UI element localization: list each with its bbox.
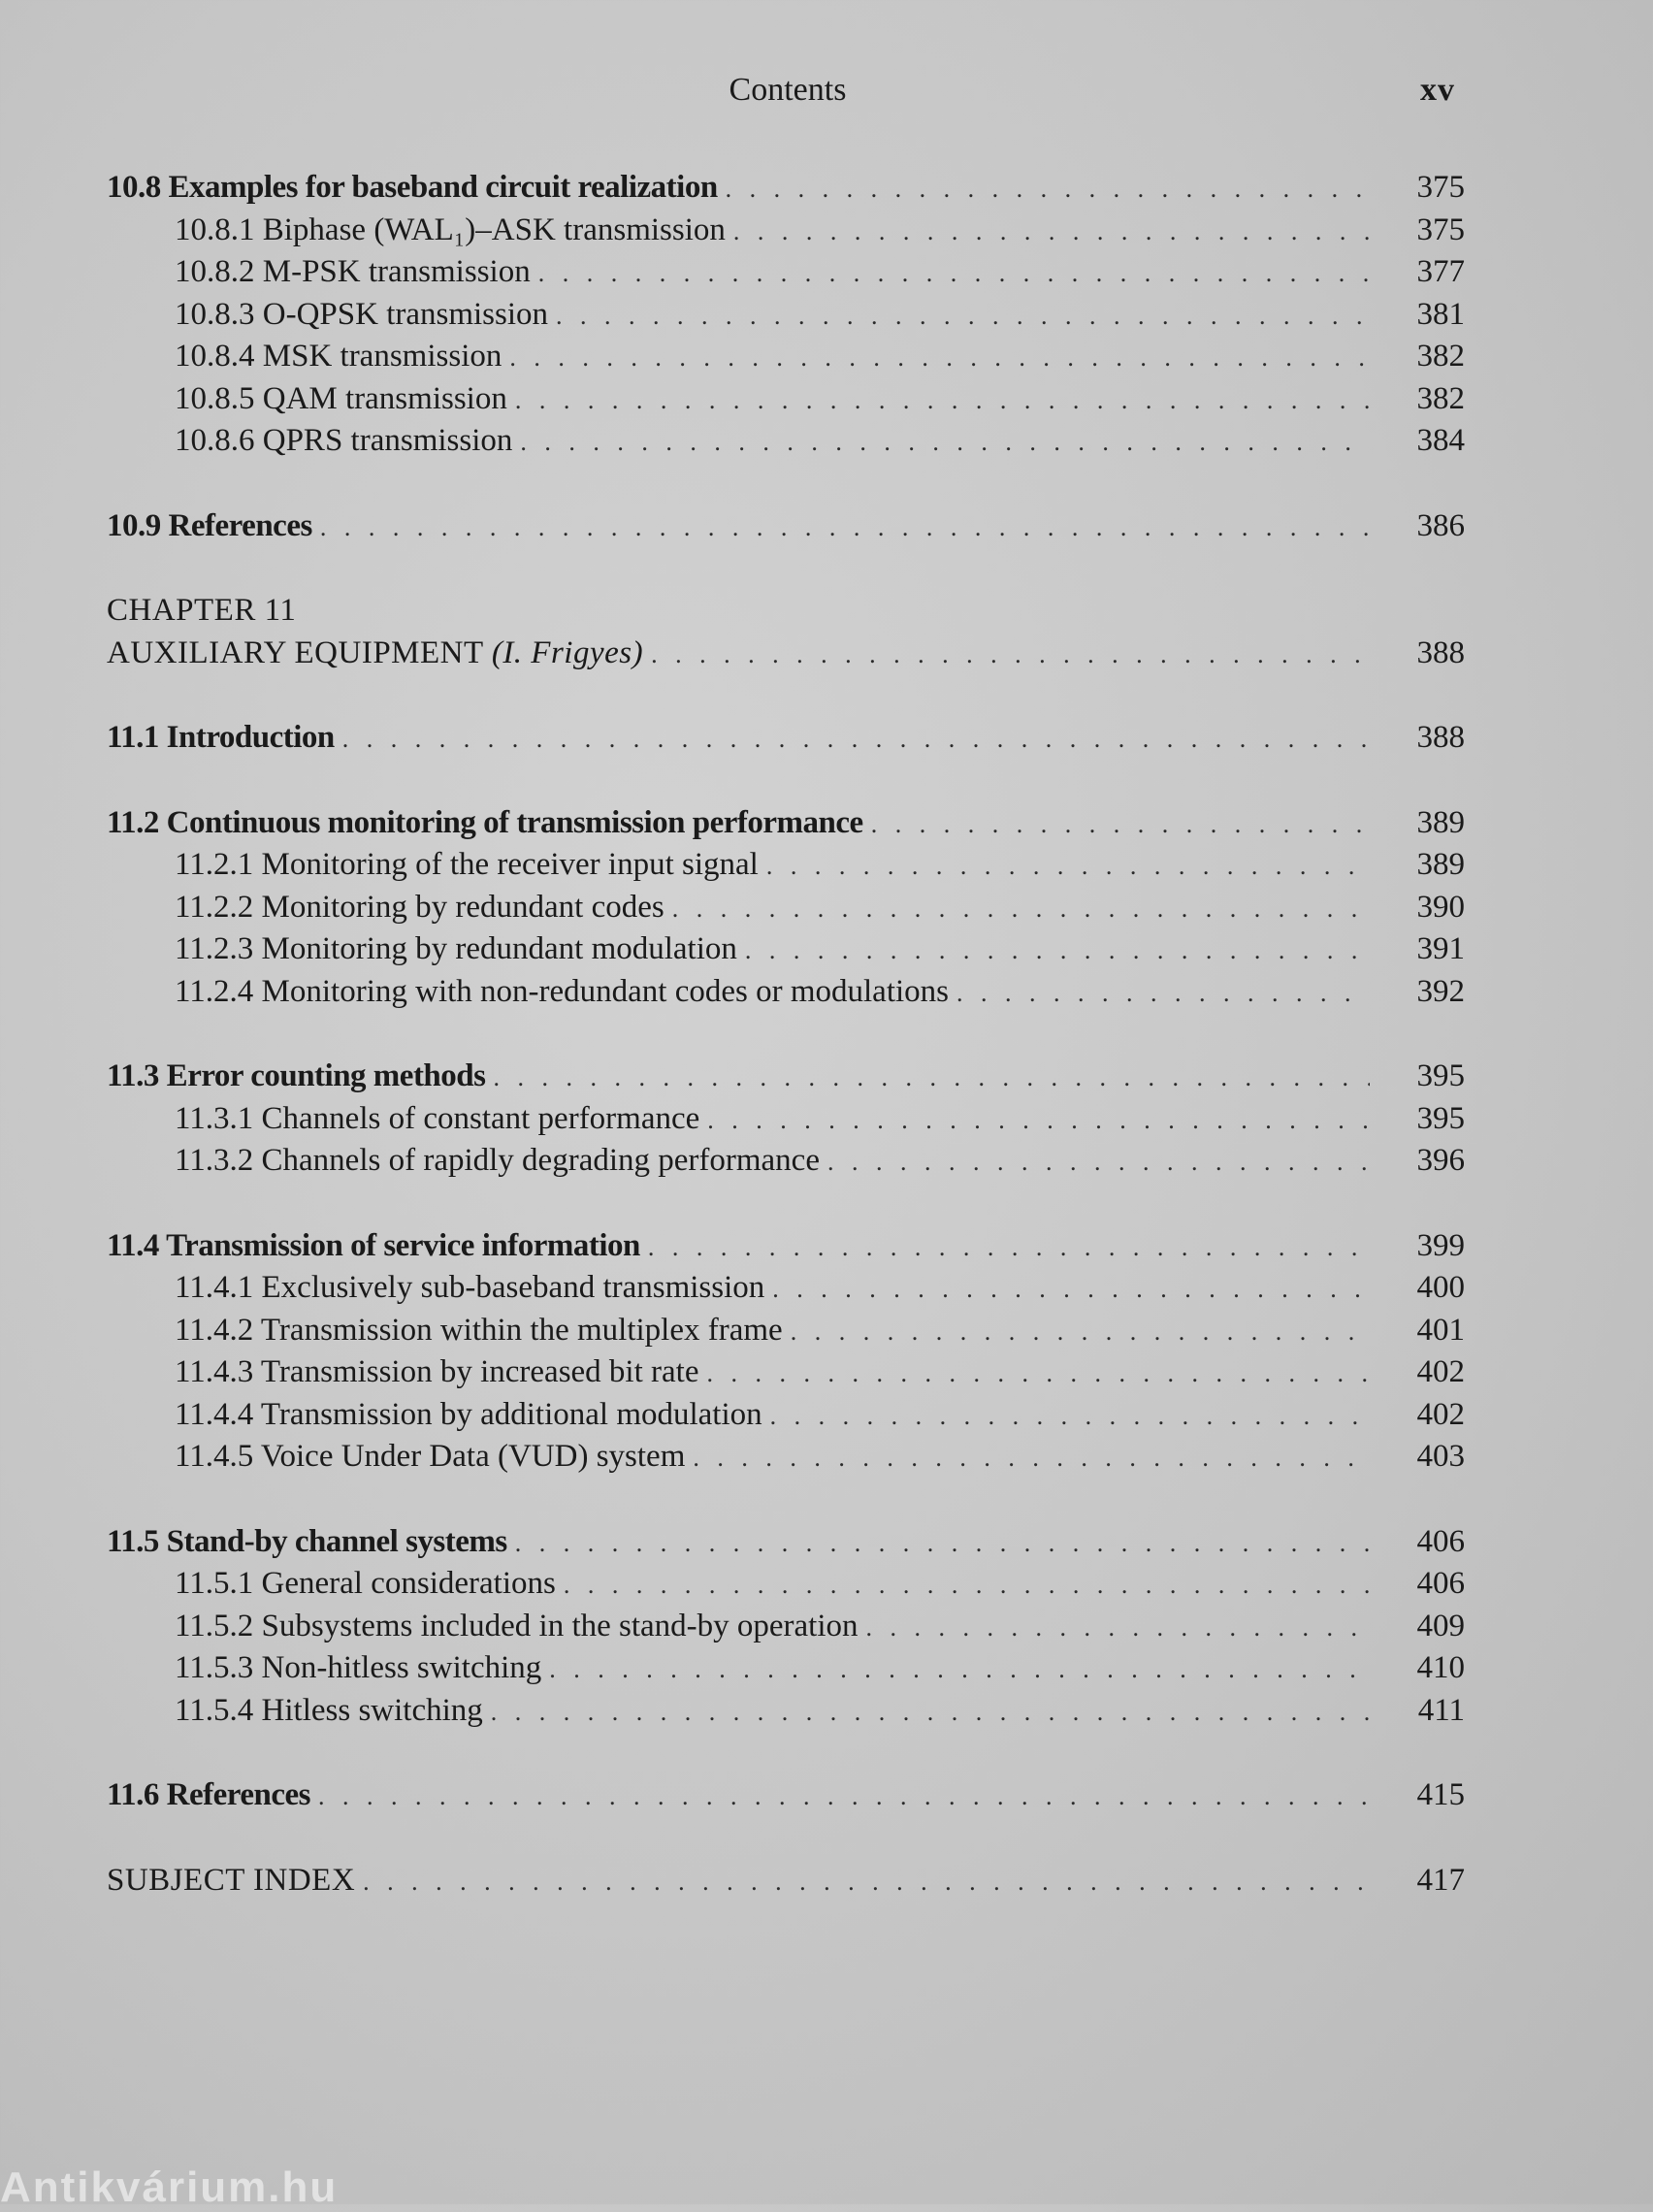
toc-entry [107,1647,1465,1690]
dot-leader [956,972,1370,1015]
toc-entry [107,1521,1465,1564]
toc-entry [107,844,1465,887]
dot-leader [549,1648,1370,1691]
toc-entry [107,294,1465,337]
toc-entry-label: 11.4.5 Voice Under Data (VUD) system [175,1439,686,1474]
toc-entry-label: 11.4 Transmission of service information [107,1227,640,1263]
toc-entry-label: 10.8 Examples for baseband circuit realization [107,170,718,205]
toc-entry-label: 11.4.2 Transmission within the multiplex frame [175,1312,783,1348]
toc-entry-page: 392 [1416,973,1465,1009]
toc-entry [107,336,1465,378]
dot-leader [733,211,1370,253]
toc-entry-title [107,802,863,845]
toc-entry [107,251,1465,294]
toc-group [107,1860,1465,1903]
page-header [0,66,1653,114]
dot-leader [871,803,1370,846]
toc-entry-page: 400 [1416,1270,1465,1305]
toc-entry-page: 411 [1417,1692,1465,1728]
dot-leader [363,1861,1370,1903]
toc-entry [107,802,1465,845]
toc-entry [107,1394,1465,1437]
toc-entry-page: 399 [1416,1227,1465,1263]
dot-leader [766,845,1370,888]
toc-entry [107,1563,1465,1606]
toc-entry-title [175,1690,483,1733]
dot-leader [707,1099,1370,1142]
toc-group [107,1774,1465,1817]
table-of-contents [107,167,1465,1944]
toc-entry [107,420,1465,463]
toc-group [107,590,1465,674]
toc-entry-page: 381 [1416,296,1465,332]
toc-entry-title [107,1056,485,1098]
toc-entry [107,1225,1465,1268]
dot-leader [556,295,1370,338]
chapter-heading: CHAPTER 11 [107,593,297,628]
toc-entry-page: 409 [1416,1608,1465,1643]
watermark: Antikvárium.hu [0,2163,339,2211]
toc-entry-label: 11.1 Introduction [107,720,335,755]
toc-entry-label: 10.9 References [107,507,312,543]
toc-entry-label: 11.5.4 Hitless switching [175,1692,483,1728]
toc-entry-page: 377 [1416,254,1465,289]
dot-leader [726,168,1370,211]
toc-entry [107,1436,1465,1479]
toc-entry-page: 395 [1416,1100,1465,1136]
toc-entry [107,1267,1465,1310]
dot-leader [745,929,1370,972]
toc-entry-label: 11.4.4 Transmission by additional modulation [175,1396,762,1432]
toc-entry [107,1351,1465,1394]
dot-leader [791,1311,1370,1353]
dot-leader [342,718,1370,761]
toc-entry-page: 406 [1416,1523,1465,1559]
toc-entry [107,1140,1465,1183]
toc-entry-title [107,1225,640,1268]
dot-leader [318,1775,1370,1818]
toc-entry-page: 375 [1416,211,1465,247]
toc-entry-title [175,1267,764,1310]
toc-entry-label: 11.5.1 General considerations [175,1566,556,1601]
toc-entry-page: 403 [1416,1439,1465,1474]
running-title: Contents [729,72,847,108]
toc-group [107,717,1465,760]
dot-leader [320,506,1370,549]
toc-entry-title [175,928,737,971]
toc-entry [107,167,1465,210]
toc-entry-page: 388 [1416,634,1465,670]
toc-entry-author: (I. Frigyes) [491,634,644,670]
toc-entry-label: 11.3.1 Channels of constant performance [175,1100,700,1136]
toc-entry-label: 11.5.3 Non-hitless switching [175,1650,542,1685]
toc-entry-label: 11.2.3 Monitoring by redundant modulation [175,931,737,966]
toc-entry-label: 11.3 Error counting methods [107,1058,486,1093]
toc-group [107,1056,1465,1183]
toc-entry [107,717,1465,760]
toc-entry-title [107,1774,310,1817]
toc-entry-label: 11.2.2 Monitoring by redundant codes [175,889,664,925]
toc-entry [107,505,1465,548]
toc-entry-page: 391 [1416,931,1465,966]
dot-leader [493,1057,1370,1099]
toc-entry-label: 11.5 Stand-by channel systems [107,1523,507,1559]
toc-entry [107,1774,1465,1817]
toc-entry [107,210,1465,252]
toc-entry-title [175,887,664,929]
dot-leader [693,1437,1370,1480]
toc-entry [107,1690,1465,1733]
dot-leader [770,1395,1370,1438]
toc-group [107,1521,1465,1733]
toc-entry-label: 11.4.1 Exclusively sub-baseband transmission [175,1270,765,1305]
toc-entry-page: 417 [1416,1862,1465,1898]
toc-entry-label: 10.8.4 MSK transmission [175,339,502,374]
toc-entry-label: 11.3.2 Channels of rapidly degrading performance [175,1143,820,1178]
toc-entry-page: 389 [1416,847,1465,882]
toc-entry [107,1056,1465,1098]
toc-entry-label: 10.8.1 Biphase (WAL₁)–ASK transmission [175,211,726,247]
toc-entry [107,1310,1465,1352]
toc-entry-page: 415 [1416,1777,1465,1812]
dot-leader [538,252,1370,295]
toc-entry-label: 10.8.3 O-QPSK transmission [175,296,549,332]
toc-entry-title [175,420,512,463]
toc-entry-title [175,294,548,337]
dot-leader [648,1226,1370,1269]
toc-entry-page: 410 [1416,1650,1465,1685]
toc-entry-label: 11.5.2 Subsystems included in the stand-by operation [175,1608,859,1643]
dot-leader [827,1141,1370,1184]
header-page-number: xv [1420,72,1455,108]
toc-entry-label: 11.4.3 Transmission by increased bit rate [175,1354,699,1389]
toc-entry [107,971,1465,1014]
toc-entry-label: 10.8.5 QAM transmission [175,380,507,416]
dot-leader [491,1691,1370,1734]
dot-leader [509,337,1370,379]
toc-entry-page: 402 [1416,1354,1465,1389]
toc-entry [107,1098,1465,1141]
dot-leader [515,1522,1370,1565]
dot-leader [866,1607,1370,1649]
toc-entry-title [175,1436,685,1479]
dot-leader [672,888,1370,930]
toc-entry-title [175,1310,783,1352]
toc-entry-label: 11.2.4 Monitoring with non-redundant codes or modulations [175,973,950,1009]
toc-entry-title [107,1521,507,1564]
toc-entry-title [175,1606,859,1648]
dot-leader [564,1564,1370,1607]
toc-entry-title [107,1860,355,1903]
toc-entry-title [175,210,726,252]
toc-entry-title [107,717,335,760]
dot-leader [515,379,1370,422]
toc-entry-title [175,1098,699,1141]
toc-entry-page: 389 [1416,804,1465,840]
toc-group [107,1225,1465,1479]
toc-entry-label: AUXILIARY EQUIPMENT [107,634,484,670]
toc-entry-page: 386 [1416,507,1465,543]
toc-entry-page: 382 [1416,380,1465,416]
toc-group [107,167,1465,463]
toc-entry-page: 395 [1416,1058,1465,1093]
toc-entry-title [175,1394,762,1437]
toc-entry-page: 396 [1416,1143,1465,1178]
toc-entry-title [175,971,949,1014]
toc-entry-label: 10.8.6 QPRS transmission [175,423,513,458]
toc-entry-page: 382 [1416,339,1465,374]
toc-entry-title [175,251,531,294]
toc-entry-title [175,1647,541,1690]
toc-entry-page: 384 [1416,423,1465,458]
toc-entry-page: 406 [1416,1566,1465,1601]
toc-entry-title [107,633,643,675]
toc-entry-title [175,1140,820,1183]
toc-entry [107,928,1465,971]
toc-entry-page: 375 [1416,170,1465,205]
toc-entry-title [175,336,502,378]
toc-entry-label: 11.2 Continuous monitoring of transmission performance [107,804,863,840]
dot-leader [706,1352,1370,1395]
toc-entry-title [107,505,312,548]
toc-entry-page: 388 [1416,720,1465,755]
toc-entry [107,887,1465,929]
dot-leader [520,421,1370,464]
toc-entry-title [175,844,759,887]
toc-entry-page: 401 [1416,1312,1465,1348]
toc-entry-label: SUBJECT INDEX [107,1862,356,1898]
dot-leader [772,1268,1370,1311]
toc-entry-page: 402 [1416,1396,1465,1432]
toc-entry [107,1860,1465,1903]
toc-entry-label: 11.6 References [107,1777,310,1812]
toc-entry-title [175,378,507,421]
toc-entry-label: 10.8.2 M-PSK transmission [175,254,531,289]
toc-entry [107,1606,1465,1648]
toc-entry-title [175,1563,556,1606]
toc-entry-label: 11.2.1 Monitoring of the receiver input signal [175,847,759,882]
toc-entry-title [107,167,718,210]
dot-leader [651,634,1370,676]
toc-entry-page: 390 [1416,889,1465,925]
toc-entry-title [175,1351,698,1394]
toc-entry [107,633,1465,675]
toc-group [107,505,1465,548]
toc-entry [107,378,1465,421]
toc-group [107,802,1465,1014]
